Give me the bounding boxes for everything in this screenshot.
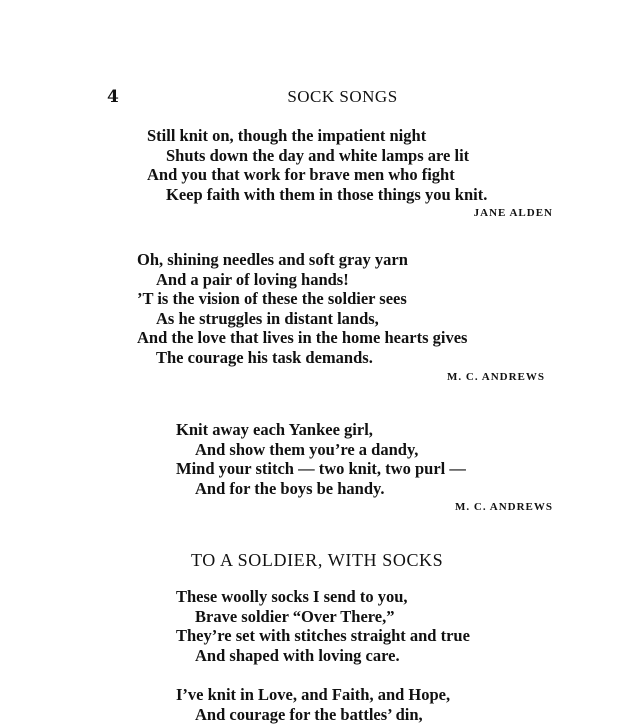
poem-line: And show them you’re a dandy, xyxy=(195,439,419,459)
poem-jane-alden xyxy=(147,126,487,204)
poem-attribution: M. C. ANDREWS xyxy=(455,501,553,513)
poem-line: The courage his task demands. xyxy=(156,347,373,367)
running-head: SOCK SONGS xyxy=(287,87,398,106)
poem-line: Oh, shining needles and soft gray yarn xyxy=(137,250,408,269)
poem-line: And courage for the battles’ din, xyxy=(195,704,423,724)
poem-andrews-1 xyxy=(137,250,467,368)
poem-line: Mind your stitch — two knit, two purl — xyxy=(176,459,466,479)
page-number: 4 xyxy=(107,87,119,107)
poem-line: And you that work for brave men who fight xyxy=(147,165,455,185)
poem-line: Brave soldier “Over There,” xyxy=(195,606,395,626)
poem-line: As he struggles in distant lands, xyxy=(156,308,379,328)
poem-line: Keep faith with them in those things you knit. xyxy=(166,184,488,204)
poem-attribution: M. C. ANDREWS xyxy=(447,371,545,383)
poem-line: Knit away each Yankee girl, xyxy=(176,420,373,439)
poem-line: And a pair of loving hands! xyxy=(156,269,349,289)
poem-andrews-2 xyxy=(176,420,466,498)
poem-stanza xyxy=(176,685,450,724)
poem-title: TO A SOLDIER, WITH SOCKS xyxy=(191,550,444,570)
poem-line: And for the boys be handy. xyxy=(195,478,385,498)
poem-stanza xyxy=(176,587,470,665)
poem-attribution: JANE ALDEN xyxy=(473,207,553,219)
poem-line: And the love that lives in the home hearts gives xyxy=(137,328,468,348)
poem-line: Shuts down the day and white lamps are lit xyxy=(166,145,470,165)
poem-line: Still knit on, though the impatient night xyxy=(147,126,427,145)
poem-line: These woolly socks I send to you, xyxy=(176,587,408,606)
poem-line: ’T is the vision of these the soldier sees xyxy=(137,289,407,309)
poem-line: They’re set with stitches straight and true xyxy=(176,626,470,646)
poem-line: And shaped with loving care. xyxy=(195,645,400,665)
poem-line: I’ve knit in Love, and Faith, and Hope, xyxy=(176,685,451,704)
